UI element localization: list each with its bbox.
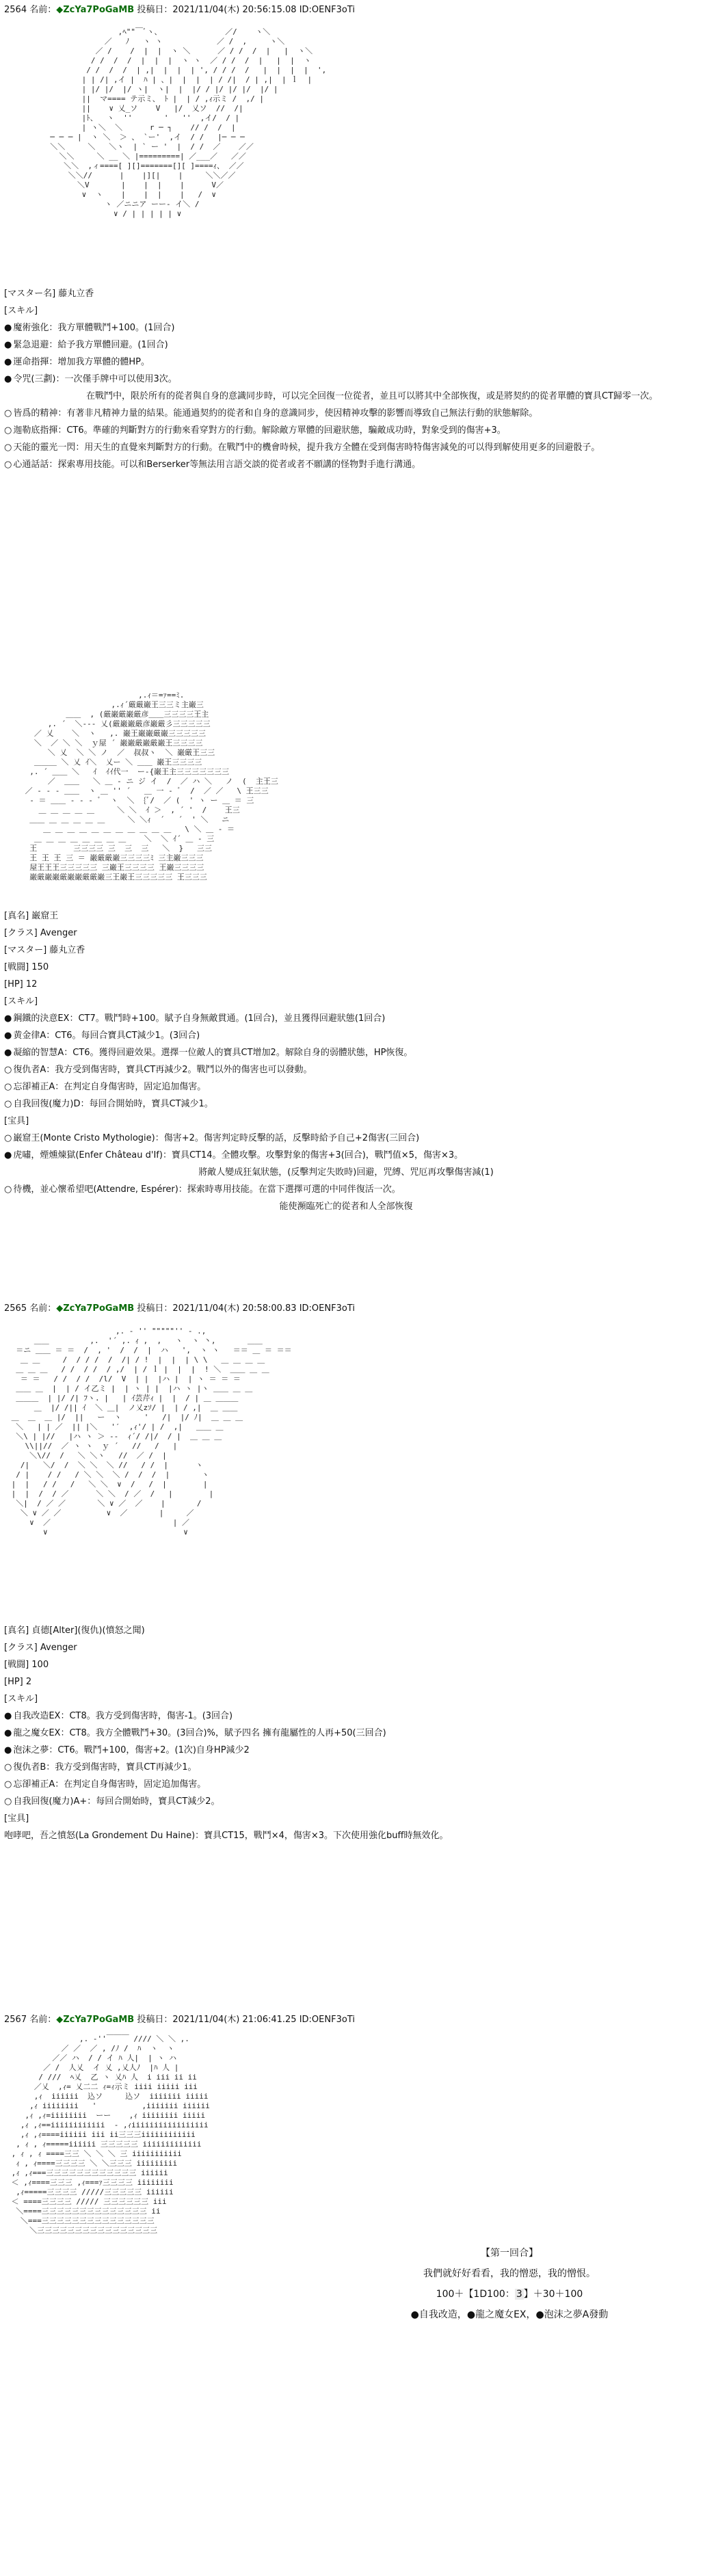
np-line: 將敵人變成狂氣狀態，(反擊判定失敗時)回避，咒縛、咒厄再攻擊傷害減(1) [198,1167,494,1178]
post-2565 [0,1303,705,1315]
servant-profile-gankutsuou [4,909,688,1217]
skill-line: ○ 復仇者B：我方受到傷害時，寶具CT再減少1。 [4,1761,688,1775]
post-meta: 投稿日：2021/11/04(木) 21:06:41.25 ID:OENF3oTi [137,2015,355,2025]
skill-heading: [スキル] [4,996,38,1007]
skill-heading: [スキル] [4,1694,38,1704]
dice-roll-result: 3 [516,2289,522,2300]
skill-line: ○ 自我回復(魔力)A+：每回合開始時，寶具CT減少2。 [4,1795,688,1809]
master: [マスター] 藤丸立香 [4,945,85,955]
ascii-art-jeanne-alter: ,. - '' """""'' - ., ＿＿ ,. '´ ,. ｨ , , ヽ ヽ 丶, ＿＿ ＝ニ ＿＿ ＝ ＝ / , ' / / | ハ ', ヽ ヽ ＝＝ ＿ ＝ ＝＝ ＿ ＿ / / / / / /| / ! | | | \ \ ＿ ＿ ＿ ＿ ＿ ＿ ＿ / / / / / ,/ | / ｌ | | | ! ＼ ＿＿ ＿ ＿ ＝ ＝ / / / / /l/ V | | |ハ | | ヽ ＝ ＝ ＝ ＿＿ ＿ | | / イ乙ミ | | ヽ | | |ハ ヽ |ヽ ＿＿ ＿ ＿ ＿＿＿ | |/ /| ﾌヽ. | | ｲ芸芹ｨ | | / | ＿ ＿＿＿ ＿ |/ /|| ｲ ＼ ＿| ノ乂zｿ/ | | / ,| ＿ ＿＿ ＿ ＿ ＿ |/ || ー ヽ ' /| |/ ﾉ| ＿ ＿ ＿ ＼ | | ／ || |＼ '′ ,ｨ'/ | / ,| ＿＿ ＿ ＼\ | |// |ハ ヽ ＞ -‐ ｨ´/ /|/ / | ＿ ＿ ＿ \\||// ／ ヽ ヽ ｙ ´ // / | ＼\// / ＼ ＼ヽ // ／ / | /| ＼/ / ＼ ＼ ＼ // / / | ヽ / | / / / ＼ ＼ ＼ / / / | ヽ | | / / / ＼ ＼ ∨ / / | | | | / / ／ ＼ ＼ / ／ / | | ＼| / ／ ／ ＼ ∨ ／ ／ | / ＼ ∨ ／ ／ ∨ ／ | ／ ∨ ／ | ／ ∨ ∨ [11,1327,292,1537]
name-label: 名前： [29,2015,57,2025]
ascii-art-jeanne-alter-battle: ,. ‐''￣￣￣ //// ＼ ＼ ,. ／ ／ ／ , /ﾉ / ﾊ ヽ ヽ ／／ ハ / / イ ﾊ 人| | ヽ ハ ／ / 人乂 イ 乂 ,乂人ﾉ |ﾊ 人 | / /// ﾍ乂 乙 ヽ 乂ﾊ 人 i iii ii ii ／乂 ,ｨ= 乂二二 ｨ=ｨ示ミ iiii iiiii iii ,ｨ iiiiii 込ソ 込ソ iiiiiii iiiii ,ｨ iiiiiiii ' ,iiiiiii iiiiii ,ｨ ,ｨ=iiiiiiii ーー ,ｨ iiiiiiii iiiii ,ｨ ,ｨ==iiiiiiiiiiii ‐ ,ｨiiiiiiiiiiiiiiiii ,ｨ ,ｨ====iiiiii iii ii三三三iiiiiiiiiiii , ｨ , ｨ=====iiiiii 三三三三三 iiiiiiiiiiiii , ｨ , ｨ ====三三 ＼ ＼ ＼ 三 iiiiiiiiiii ｨ , ｨ====三三三三 ＼ ＼三三三 iiiiiiiii ,ｨ ,ｨ===三三三三三三三三三三三三 iiiiii ＜ ,ｨ====三三三 ,ｨ===ｧ三三三三 iiiiiiii ,ｨ=====三三三三 /////三三三三三 iiiiii ＜ ====三三三三 ///// 三三三三三三 iii ＼====三三三三三三三三三三三三三三 ii ＼===三三三三三三三三三三三三三三三 ＼三三三三三三三三三三三三三三三三 [11,2034,210,2235]
post-header [4,2014,705,2026]
ascii-art-gankutsuou: ,.ｨ＝=ｧ==ﾐ. ,.ｨ´厳厳巌王三三ミ主巌三 ＿＿ , (厳巌厳巌厳彦＿＿三三三三王主 ,. ´ ＼--- 乂(厳巌巌厳彦巌厳彡三三三三三 ／ 乂 ＼ ヽ ,. 巌王巌巌厳巌三三三三三 ＼ ／ ＼ ＼ ｙ屋 ´ 巌巌厳巌厳巌王三三三三 ＼ 乂 ＼ ＼ ノ ／ 叔叔ヽ ＼ 巌厳王三三 ＿＿＿ ＼ 乂 ｲ＼ 乂ー ＼ ＿＿ 巌王三三三三 ,. ´ ＿＿ ＼ ｲ ｲｲ代一 ー‐{巌王主三三三三三三三 ／ ＿＿ ＼ ＿ ‐ ニ ジ イ / ／ ハ ＼ ノ ( 主王三 ／ ‐ ‐ ‐ ＿＿ ヽ ＿ '' ´ ＿ 一 ‐ ﾞ / ／ ／ \ 王三三 ‐ ＝ ＿＿ ‐ ‐ ‐ ﾞ ヽ ＼ {ﾞ/ ／ ( ' ヽ ー ＿ ＝ 三 ＿ ＿ ＿ ＿ ＿ ＼ ＼ ｲ ＞ , ´ ' / 王三 ＿＿ ＿ ＿ ＿ ＿ ＿ ＼ ＼ｨ ´ ´ ' ＼ ニ ＿ ＿ ＿ ＿ ＿ ＿ ＿ ＿ ＿ ＿ ＿ \ ＼ ＿ ‐ ＝ ＿ ＿ ＿ ＿ ＿ ＿ ＿ ＿ ＼ ＼ ｲ´ ＿ ‐ 三 王 三三三三 三 三 三 ＼ } 三三 王 王 王 三 ＝ 巌厳厳巌三三三三ﾐ 三主巌三三三 屋王王王三三三三三 三巌王三三三三 王巌三三三三 巌厳巌巌厳巌巌厳厳巌三王巌王三三三三三 王三三三 [25,691,278,881]
skill-line: 在戰鬥中，限於所有的從者與自身的意識同步時，可以完全回復一位從者，並且可以將其中全部恢復，或是將契約的從者單體的寶具CT歸零一次。 [86,391,659,401]
skill-line: ● 龍之魔女EX：CT8。我方全體戰鬥+30。(3回合)%，賦予四名 擁有龍屬性的人再+50(三回合) [4,1727,688,1740]
skill-line: ○ 天能的靈光一閃：用天生的直覺來判斷對方的行動。在戰鬥中的機會時候，提升我方全體在受到傷害時特傷害減免的可以得到解使用更多的回避骰子。 [4,441,688,455]
ascii-art-master: ,ﾍ""￣ﾞヽ、 ／/ ヽ＼ ／ ﾉ ヽ ヽ ／ / , ヽ＼ ／ / / | | ヽ ＼ ／ / / / | | ヽ＼ / / / / | | | ヽ ヽ ／ / / / | | | ヽ / / / / | ,| | | | ', / / / / | | | | ', | | /| ,イ | ﾊ | 、| | | | / /| / | ,| | ｌ | | |/ |/ |/ ヽ| ヽ| | |/ / |/ |/ |/ |/ | || マ==== テ示ミ、 ﾄ | | / ,ｨ示ミ / ,/ | || ∨ 乂_ソ V |/ 乂ソ // /| |ﾄ、 ヽ '' ' '' ,イ/ / | | ヽ＼ ＼ r ─ ┐ // / / | ─ ─ ─ | ヽ ＼ ＞ 、 `ー' ,イ / / |─ ─ ─ ＼＼ ＼ ＼ヽ | ` ー ' | / / ／ ／／ ＼＼ ＼ __ ＼ |=========| ／___／ ／／ ＼＼ ,ィ====[ ][]=======[][ ]====ｨ、 ／／ ＼＼// | |][| | ＼＼／／ ＼V | | | | V／ ∨ ヽ | | | | / ∨ ヽ ／ニニア ーー‐ イ＼ / ∨ / | | | | | ∨ [50,27,327,218]
skill-line: ● 泡沫之夢：CT6。戰鬥+100，傷害+2。(1次)自身HP減少2 [4,1744,688,1757]
combat: [戦闘] 100 [4,1660,49,1670]
post-number: 2567 [4,2015,27,2025]
dice-formula [349,2284,670,2305]
master-profile [4,287,688,475]
skill-line: ○ 皆爲的精神：有著非凡精神力量的結果。能通過契約的從者和自身的意識同步，使因精神攻擊的影響而導致自己無法行動的狀態解除。 [4,407,688,421]
formula-suffix: 】＋30＋100 [523,2289,583,2300]
skill-line: ● 令咒(三劃)：一次僅手牌中可以使用3次。 [4,373,688,386]
class: [クラス] Avenger [4,1643,77,1653]
skill-line: ● 緊急退避：給予我方單體回避。(1回合) [4,338,688,352]
poster-name[interactable]: ◆ZcYa7PoGaMB [56,2015,135,2025]
class: [クラス] Avenger [4,928,77,938]
skill-line: ● 魔術強化：我方單體戰鬥+100。(1回合) [4,321,688,335]
skill-line: ● 凝縮的智慧A：CT6。獲得回避效果。選擇一位敵人的寶具CT增加2。解除自身的弱體狀態，HP恢復。 [4,1046,688,1060]
true-name: [真名] 巌窟王 [4,911,59,921]
true-name: [真名] 貞德[Alter](復仇)(憤怒之聞) [4,1625,145,1636]
hp: [HP] 2 [4,1677,32,1687]
np-heading: [宝具] [4,1814,29,1824]
skill-line: ● 自我改造EX：CT8。我方受到傷害時，傷害-1。(3回合) [4,1710,688,1723]
round-title: 【第一回合】 [481,2248,538,2259]
post-number: 2565 [4,1303,27,1314]
post-header [4,1303,705,1315]
poster-name[interactable]: ◆ZcYa7PoGaMB [56,5,135,15]
np-line: 咆哮吧，吾之憤怒(La Grondement Du Haine)：寶具CT15，戰鬥×4，傷害×3。下次使用強化buff時無效化。 [4,1831,449,1841]
skill-line: ○ 迦勒底指揮：CT6。準確的判斷對方的行動來看穿對方的行動。解除敵方單體的回避狀態，騙敵成功時，對象受到的傷害+3。 [4,424,688,438]
np-line: 能使瀕臨死亡的從者和人全部恢復 [279,1201,413,1212]
master-name: [マスター名] 藤丸立香 [4,289,94,299]
hp: [HP] 12 [4,979,38,990]
poster-name[interactable]: ◆ZcYa7PoGaMB [56,1303,135,1314]
combat: [戦闘] 150 [4,962,49,972]
post-2564 [0,4,705,16]
skill-line: ● 黄金律A：CT6。每回合寶具CT減少1。(3回合) [4,1029,688,1043]
name-label: 名前： [29,1303,57,1314]
skill-line: ● 鋼鐵的決意EX：CT7。戰鬥時+100。賦予自身無敵貫通。(1回合)，並且獲得回避狀態(1回合) [4,1012,688,1026]
active-effects: ●自我改造，●龍之魔女EX，●泡沫之夢A發動 [410,2309,609,2320]
post-2567 [0,2014,705,2026]
skill-line: ○ 忘卻補正A：在判定自身傷害時，固定追加傷害。 [4,1778,688,1792]
skill-heading: [スキル] [4,306,38,316]
post-meta: 投稿日：2021/11/04(木) 20:56:15.08 ID:OENF3oTi [137,5,355,15]
post-meta: 投稿日：2021/11/04(木) 20:58:00.83 ID:OENF3oTi [137,1303,355,1314]
servant-profile-jeanne-alter [4,1624,688,1846]
np-heading: [宝具] [4,1116,29,1126]
round-announcement [349,2243,670,2325]
post-number: 2564 [4,5,27,15]
name-label: 名前： [29,5,57,15]
skill-line: ○ 復仇者A：我方受到傷害時，寶具CT再減少2。戰鬥以外的傷害也可以發動。 [4,1063,688,1077]
formula-prefix: 100＋【1D100： [436,2289,515,2300]
np-line: ○ 巌窟王(Monte Cristo Mythologie)：傷害+2。傷害判定時反擊的話，反擊時給予自己+2傷害(三回合) [4,1132,688,1145]
np-line: ○ 待機，並心懷希望吧(Attendre, Espérer)：探索時專用技能。在當下選擇可選的中同伴復活一次。 [4,1183,688,1197]
skill-line: ○ 心通話話：探索專用技能。可以和Berserker等無法用言語交談的從者或者不願講的怪物對手進行溝通。 [4,458,688,472]
skill-line: ○ 忘卻補正A：在判定自身傷害時，固定追加傷害。 [4,1080,688,1094]
skill-line: ○ 自我回復(魔力)D：每回合開始時，寶具CT減少1。 [4,1098,688,1111]
skill-line: ● 運命指揮：增加我方單體的體HP。 [4,356,688,369]
round-description: 我們就好好看看，我的憎惡，我的憎恨。 [423,2268,596,2279]
post-header [4,4,705,16]
np-line: ● 虎嘯，煙燻煉獄(Enfer Château d'If)：寶具CT14。全體攻擊。攻擊對象的傷害+3(回合)，戰鬥值×5，傷害×3。 [4,1149,688,1163]
